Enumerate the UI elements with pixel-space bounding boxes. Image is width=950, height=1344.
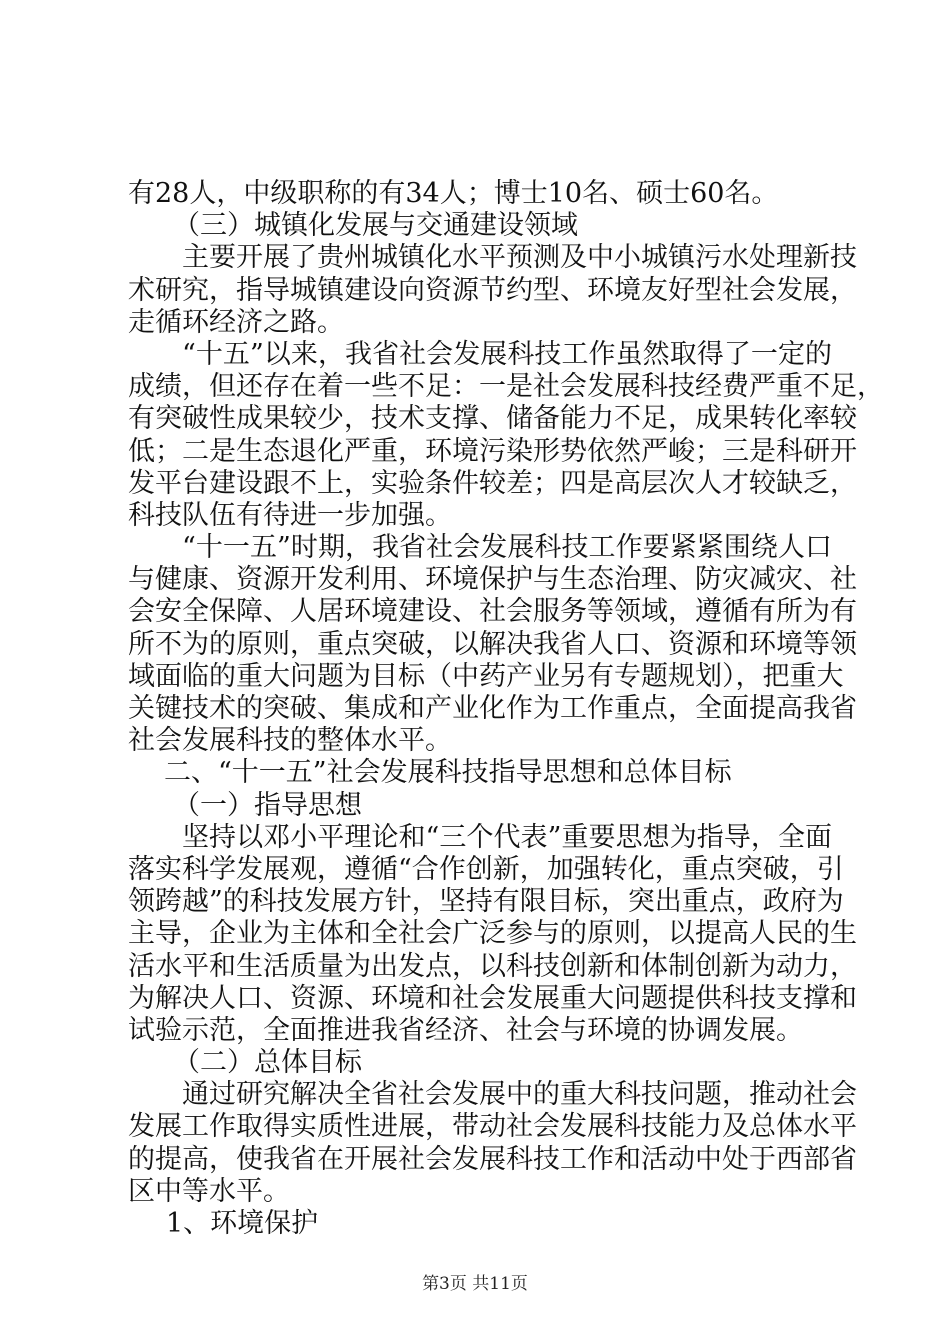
text-line: 主要开展了贵州城镇化水平预测及中小城镇污水处理新技 <box>182 242 857 274</box>
text-line: 的提高，使我省在开展社会发展科技工作和活动中处于西部省 <box>128 1143 857 1175</box>
text-line: 低；二是生态退化严重，环境污染形势依然严峻；三是科研开 <box>128 435 857 467</box>
text-line: 活水平和生活质量为出发点，以科技创新和体制创新为动力， <box>128 950 857 982</box>
text-line: 关键技术的突破、集成和产业化作为工作重点，全面提高我省 <box>128 693 857 724</box>
text-line: 科技队伍有待进一步加强。 <box>128 499 452 531</box>
text-line: （三）城镇化发展与交通建设领域 <box>173 210 578 242</box>
text-line: “十一五”时期，我省社会发展科技工作要紧紧围绕人口 <box>182 532 832 564</box>
text-line: 术研究，指导城镇建设向资源节约型、环境友好型社会发展， <box>128 274 857 306</box>
text-line: 落实科学发展观，遵循“合作创新，加强转化，重点突破，引 <box>128 853 844 885</box>
text-line: 会安全保障、人居环境建设、社会服务等领域，遵循有所为有 <box>128 596 857 628</box>
text-line: 与健康、资源开发利用、环境保护与生态治理、防灾减灾、社 <box>128 564 857 596</box>
page-footer: 第3页 共11页 <box>422 1274 528 1294</box>
text-line: 为解决人口、资源、环境和社会发展重大问题提供科技支撑和 <box>128 982 857 1014</box>
text-line: 区中等水平。 <box>128 1175 290 1207</box>
text-line: 走循环经济之路。 <box>128 306 344 338</box>
text-line: “十五”以来，我省社会发展科技工作虽然取得了一定的 <box>182 338 832 370</box>
text-line: 坚持以邓小平理论和“三个代表”重要思想为指导，全面 <box>182 821 832 853</box>
text-line: 有突破性成果较少，技术支撑、储备能力不足，成果转化率较 <box>128 403 857 435</box>
text-line: 所不为的原则，重点突破，以解决我省人口、资源和环境等领 <box>128 628 857 660</box>
text-line: 1、环境保护 <box>166 1208 319 1239</box>
document-body <box>128 178 884 1240</box>
text-line: 社会发展科技的整体水平。 <box>128 725 452 757</box>
text-line: 域面临的重大问题为目标（中药产业另有专题规划），把重大 <box>128 660 844 692</box>
text-line: 有28人，中级职称的有34人；博士10名、硕士60名。 <box>128 178 779 209</box>
text-line: 发平台建设跟不上，实验条件较差；四是高层次人才较缺乏， <box>128 467 857 499</box>
text-line: （二）总体目标 <box>173 1047 362 1079</box>
text-line: 发展工作取得实质性进展，带动社会发展科技能力及总体水平 <box>128 1111 857 1143</box>
text-line: （一）指导思想 <box>173 789 362 821</box>
text-line: 二、“十一五”社会发展科技指导思想和总体目标 <box>164 757 732 789</box>
text-line: 成绩，但还存在着一些不足：一是社会发展科技经费严重不足， <box>128 371 884 403</box>
text-line: 通过研究解决全省社会发展中的重大科技问题，推动社会 <box>182 1079 857 1111</box>
text-line: 试验示范，全面推进我省经济、社会与环境的协调发展。 <box>128 1014 803 1046</box>
text-line: 领跨越”的科技发展方针，坚持有限目标，突出重点，政府为 <box>128 886 844 918</box>
text-line: 主导，企业为主体和全社会广泛参与的原则，以提高人民的生 <box>128 918 857 950</box>
